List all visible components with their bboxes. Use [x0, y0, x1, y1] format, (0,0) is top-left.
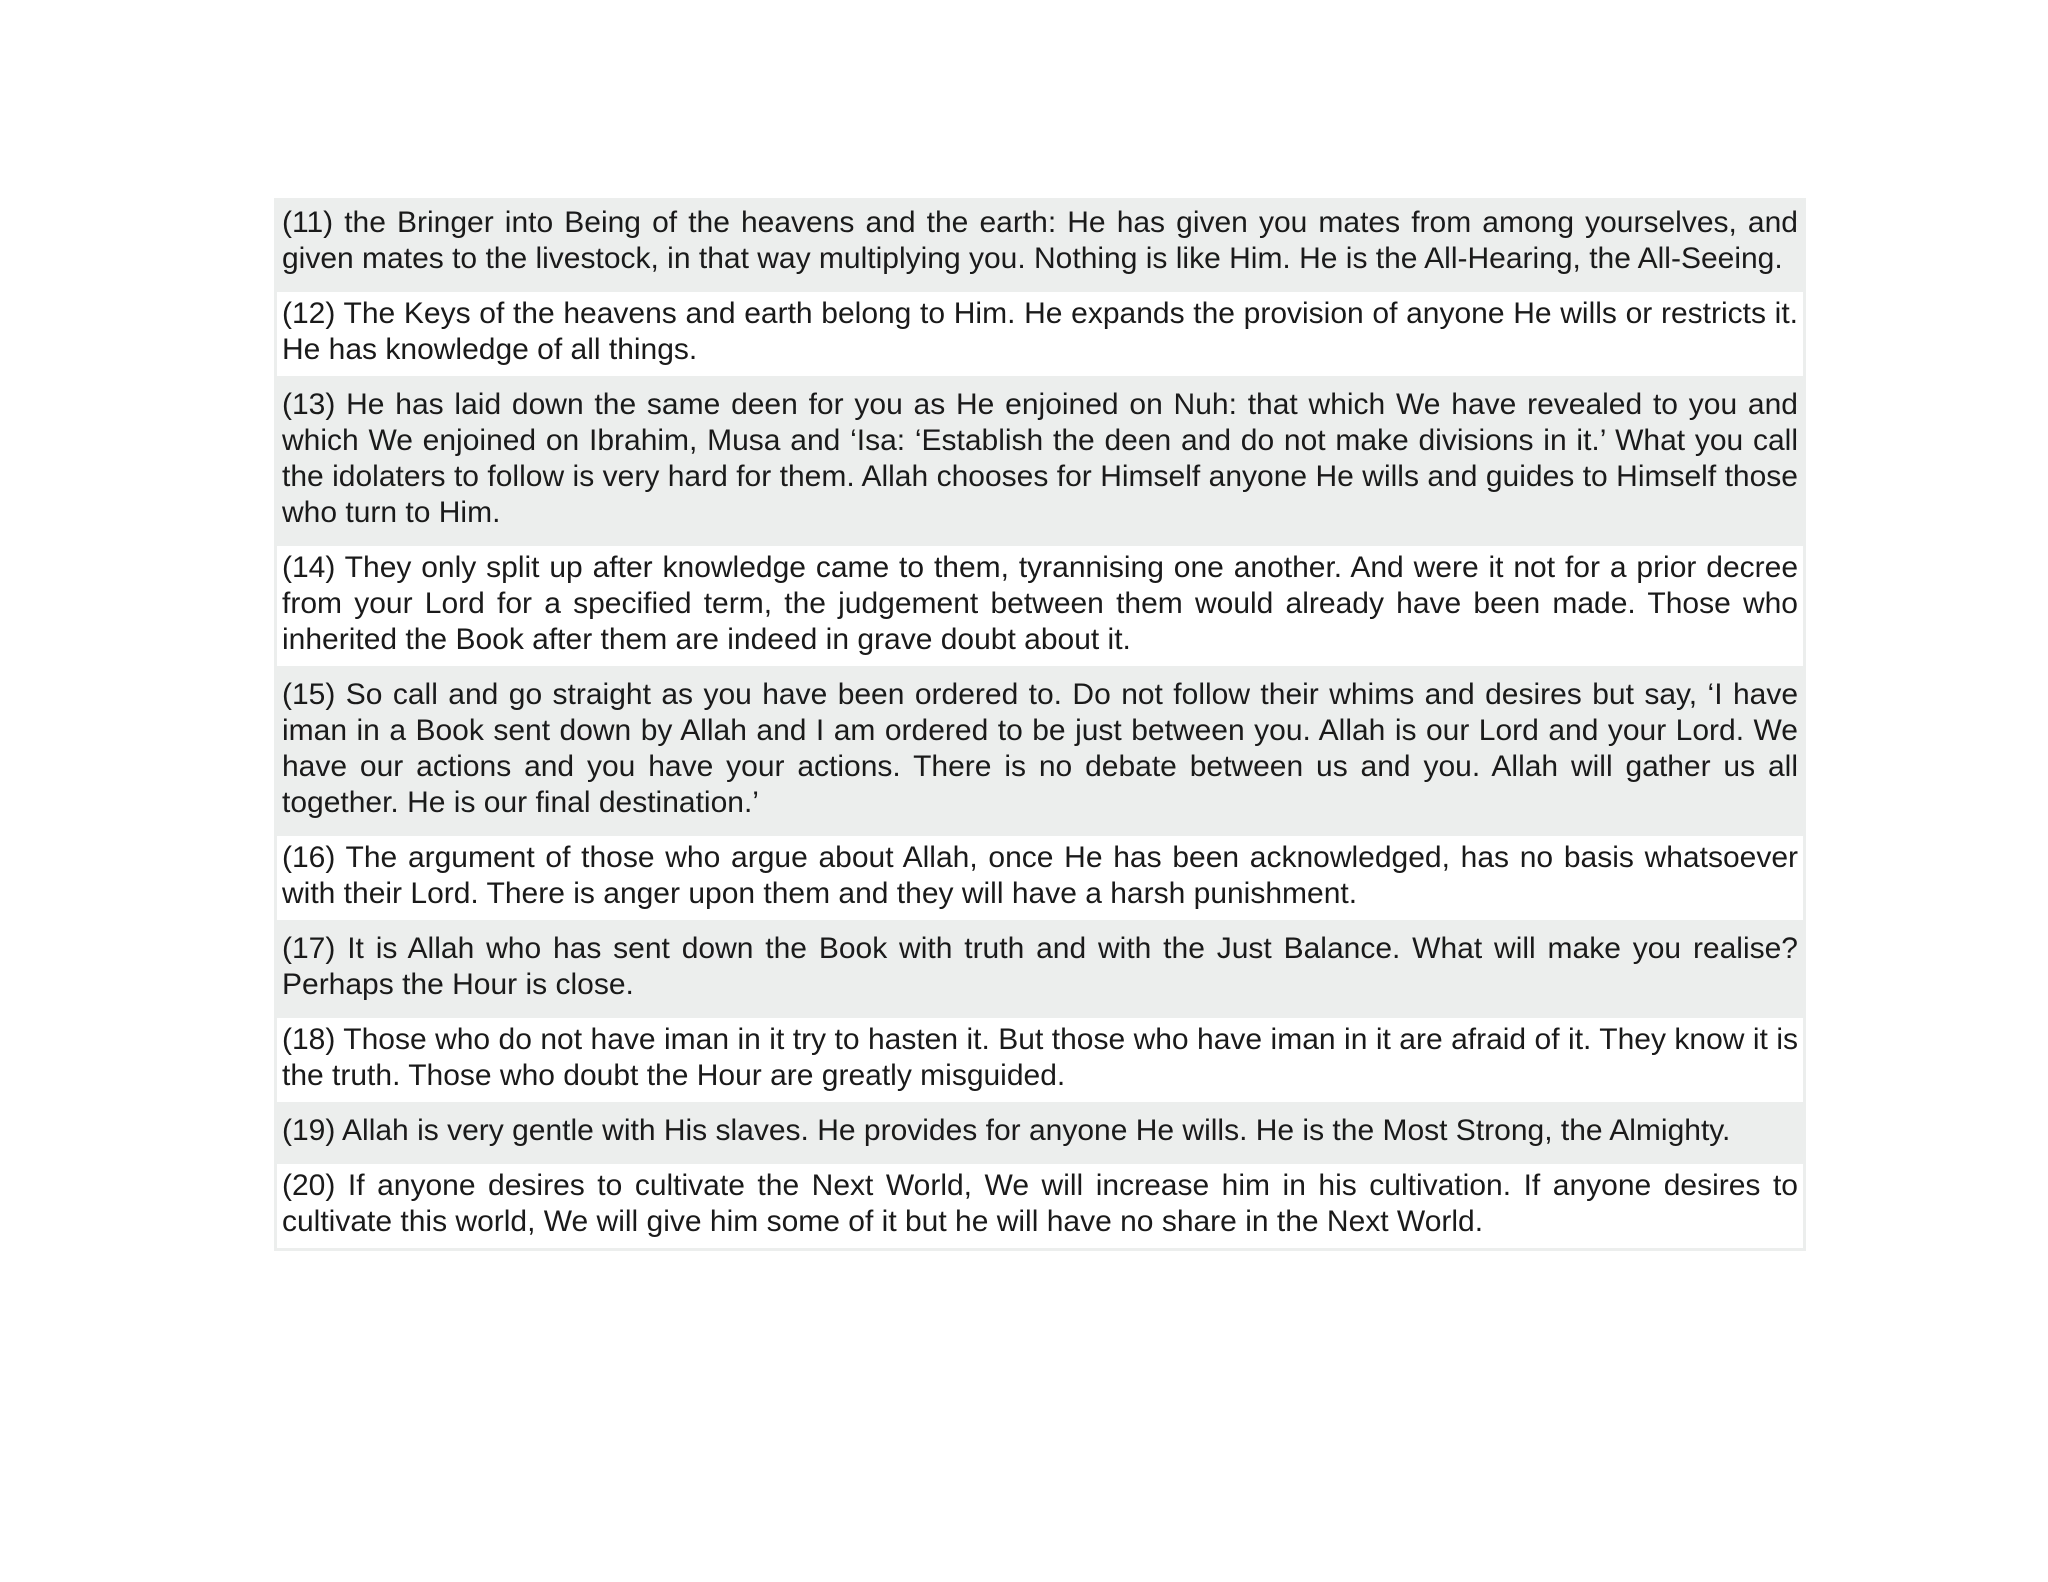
verse-table: [274, 198, 1806, 1251]
verse-14: (14) They only split up after knowledge came to them, tyrannising one another. And were it not for a prior decree from your Lord for a specified term, the judgement between them would already have been made. Those who inherited the Book after them are indeed in grave doubt about it.: [277, 546, 1803, 666]
verse-12: (12) The Keys of the heavens and earth belong to Him. He expands the provision of anyone He wills or restricts it. He has knowledge of all things.: [277, 292, 1803, 376]
verse-11: (11) the Bringer into Being of the heavens and the earth: He has given you mates from among yourselves, and given mates to the livestock, in that way multiplying you. Nothing is like Him. He is the All-Hearing, the All-Seeing.: [277, 201, 1803, 285]
verse-13: (13) He has laid down the same deen for you as He enjoined on Nuh: that which We have revealed to you and which We enjoined on Ibrahim, Musa and ‘Isa: ‘Establish the deen and do not make divisions in it.’ What you call the idolaters to follow is very hard for them. Allah chooses for Himself anyone He wills and guides to Himself those who turn to Him.: [277, 383, 1803, 539]
verse-18: (18) Those who do not have iman in it try to hasten it. But those who have iman in it are afraid of it. They know it is the truth. Those who doubt the Hour are greatly misguided.: [277, 1018, 1803, 1102]
verse-19: (19) Allah is very gentle with His slaves. He provides for anyone He wills. He is the Most Strong, the Almighty.: [277, 1109, 1803, 1157]
verse-16: (16) The argument of those who argue about Allah, once He has been acknowledged, has no basis whatsoever with their Lord. There is anger upon them and they will have a harsh punishment.: [277, 836, 1803, 920]
verse-20: (20) If anyone desires to cultivate the Next World, We will increase him in his cultivation. If anyone desires to cultivate this world, We will give him some of it but he will have no share in the Next World.: [277, 1164, 1803, 1248]
verse-17: (17) It is Allah who has sent down the Book with truth and with the Just Balance. What will make you realise? Perhaps the Hour is close.: [277, 927, 1803, 1011]
verse-15: (15) So call and go straight as you have been ordered to. Do not follow their whims and desires but say, ‘I have iman in a Book sent down by Allah and I am ordered to be just between you. Allah is our Lord and your Lord. We have our actions and you have your actions. There is no debate between us and you. Allah will gather us all together. He is our final destination.’: [277, 673, 1803, 829]
